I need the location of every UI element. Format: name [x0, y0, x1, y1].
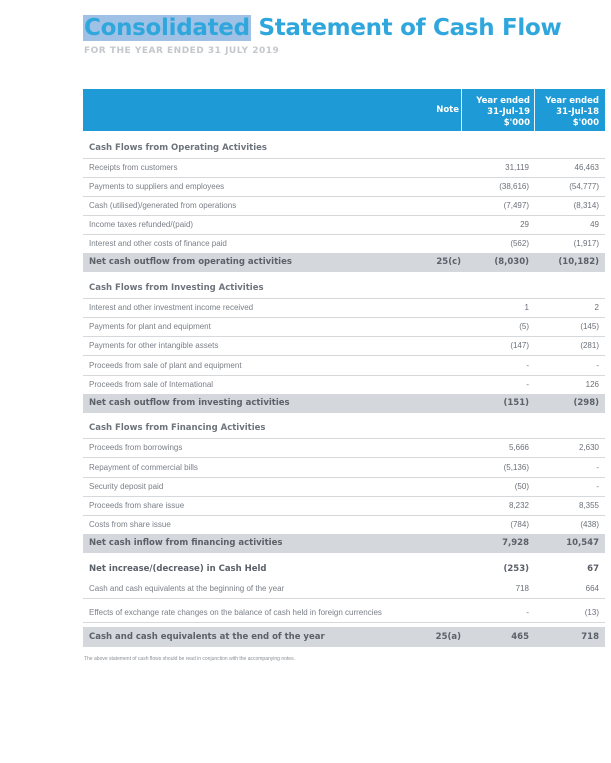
- title-rest: Statement of Cash Flow: [250, 15, 562, 41]
- table-row: Payments for other intangible assets (147) (281): [83, 336, 605, 356]
- table-row: Proceeds from sale of plant and equipment - -: [83, 356, 605, 376]
- title-highlighted-word: Consolidated: [84, 15, 250, 41]
- footnote: The above statement of cash flows should be read in conjunction with the accompanying notes.: [84, 656, 295, 662]
- table-row: Proceeds from borrowings 5,666 2,630: [83, 438, 605, 458]
- section-heading-financing: Cash Flows from Financing Activities: [83, 419, 605, 439]
- table-row: Security deposit paid (50) -: [83, 477, 605, 497]
- total-row-investing: Net cash outflow from investing activities (151) (298): [83, 394, 605, 413]
- total-row-financing: Net cash inflow from financing activities 7,928 10,547: [83, 534, 605, 553]
- page-subtitle: FOR THE YEAR ENDED 31 JULY 2019: [84, 46, 280, 56]
- total-row-operating: Net cash outflow from operating activities 25(c) (8,030) (10,182): [83, 253, 605, 272]
- table-row: Proceeds from sale of International - 126: [83, 375, 605, 395]
- closing-balance-row: Cash and cash equivalents at the end of the year 25(a) 465 718: [83, 627, 605, 647]
- header-divider: [534, 89, 535, 131]
- table-row: Income taxes refunded/(paid) 29 49: [83, 215, 605, 235]
- header-note: Note: [436, 105, 459, 115]
- table-row: Proceeds from share issue 8,232 8,355: [83, 496, 605, 516]
- table-row: Receipts from customers 31,119 46,463: [83, 158, 605, 178]
- header-col-2018: Year ended 31-Jul-18 $'000: [545, 96, 599, 128]
- header-divider: [461, 89, 462, 131]
- table-row: Cash and cash equivalents at the beginning of the year 718 664: [83, 579, 605, 599]
- table-row: Interest and other investment income received 1 2: [83, 298, 605, 318]
- table-row: Cash (utilised)/generated from operations (7,497) (8,314): [83, 196, 605, 216]
- page-title: [83, 15, 561, 41]
- table-row: Payments for plant and equipment (5) (145): [83, 317, 605, 337]
- section-heading-investing: Cash Flows from Investing Activities: [83, 279, 605, 299]
- table-row: Effects of exchange rate changes on the balance of cash held in foreign currencies - (13): [83, 603, 605, 623]
- table-row: Payments to suppliers and employees (38,616) (54,777): [83, 177, 605, 197]
- table-row: Interest and other costs of finance paid (562) (1,917): [83, 234, 605, 254]
- header-col-2019: Year ended 31-Jul-19 $'000: [476, 96, 530, 128]
- table-header: [83, 89, 605, 131]
- table-row: Repayment of commercial bills (5,136) -: [83, 458, 605, 478]
- net-change-row: Net increase/(decrease) in Cash Held (253) 67: [89, 564, 599, 574]
- section-heading-operating: Cash Flows from Operating Activities: [83, 139, 605, 159]
- table-row: Costs from share issue (784) (438): [83, 515, 605, 535]
